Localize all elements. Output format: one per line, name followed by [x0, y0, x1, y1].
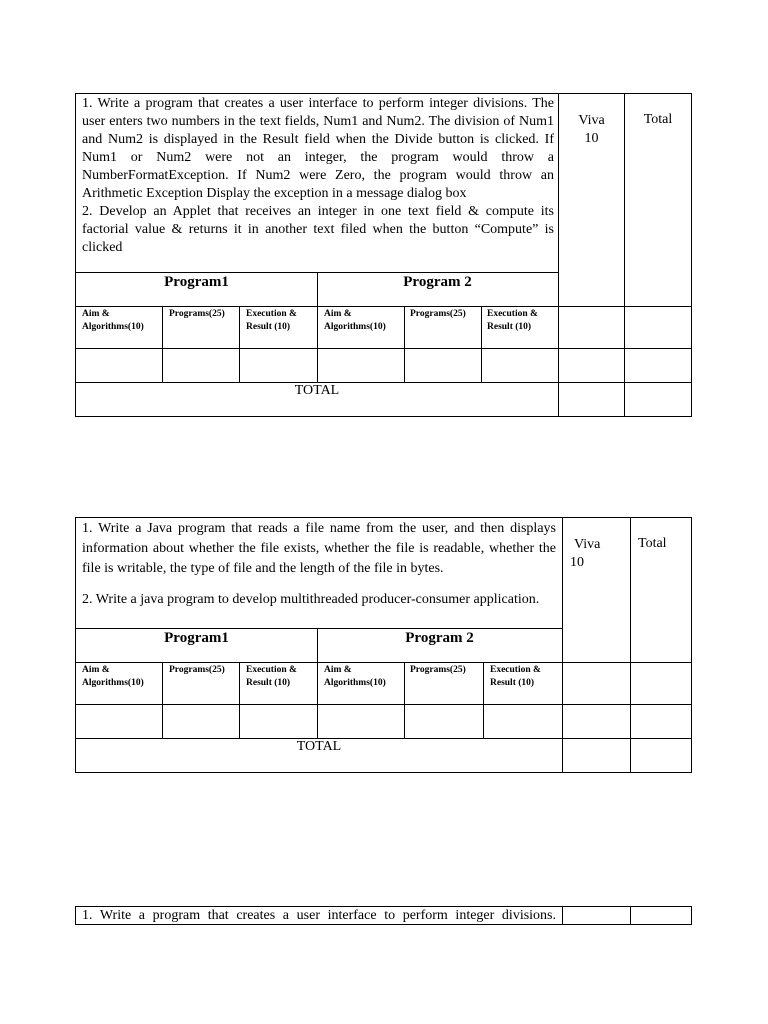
aim-algorithms-header-p2: Aim & Algorithms(10)	[324, 665, 386, 688]
aim-algorithms-header-p1: Aim & Algorithms(10)	[82, 309, 144, 332]
execution-result-header-p1: Execution & Result (10)	[246, 309, 297, 332]
divider	[404, 306, 405, 382]
viva-label: Viva	[578, 113, 605, 128]
programs-header-p2: Programs(25)	[410, 309, 466, 319]
divider	[562, 907, 563, 924]
divider	[76, 704, 691, 705]
program1-header: Program1	[164, 274, 229, 290]
divider	[76, 628, 562, 629]
programs-header-p2: Programs(25)	[410, 665, 466, 675]
total-header: Total	[643, 112, 673, 127]
assessment-table-1	[75, 93, 692, 417]
viva-header	[559, 112, 624, 148]
question-2-2: 2. Write a java program to develop multithreaded producer-consumer application.	[82, 592, 540, 607]
question-2-1: 1. Write a Java program that reads a file name from the user, and then displays information about whether the file exists, whether the file is readable, whether the file is writable, the type of file and the length of the file in bytes.	[82, 521, 556, 576]
divider	[630, 518, 631, 772]
divider	[483, 662, 484, 738]
total-row-label: TOTAL	[294, 383, 340, 398]
assessment-table-2	[75, 517, 692, 773]
question-1-2: 2. Develop an Applet that receives an integer in one text field & compute its factorial value & returns it in another text filed when the button “Compute” is clicked	[82, 204, 554, 255]
execution-result-header-p2: Execution & Result (10)	[490, 665, 541, 688]
divider	[481, 306, 482, 382]
question-1-1: 1. Write a program that creates a user interface to perform integer divisions. The user enters two numbers in the text fields, Num1 and Num2. The division of Num1 and Num2 is displayed in the Result field when the Divide button is clicked. If Num1 or Num2 were not an integer, the program would throw a NumberFormatException. If Num2 were Zero, the program would throw an Arithmetic Exception Display the exception in a message dialog box	[82, 96, 554, 201]
divider	[404, 662, 405, 738]
viva-label: Viva	[574, 537, 601, 552]
aim-algorithms-header-p1: Aim & Algorithms(10)	[82, 665, 144, 688]
program1-header: Program1	[164, 630, 229, 646]
divider	[162, 306, 163, 382]
divider	[239, 306, 240, 382]
program2-header: Program 2	[403, 274, 472, 290]
question-text-2	[82, 519, 556, 609]
programs-header-p1: Programs(25)	[169, 665, 225, 675]
viva-marks: 10	[584, 131, 599, 146]
viva-header	[570, 536, 630, 572]
question-text-1	[82, 95, 554, 257]
question-3-1: 1. Write a program that creates a user interface to perform integer divisions.	[82, 908, 556, 923]
divider	[239, 662, 240, 738]
divider	[162, 662, 163, 738]
divider	[76, 306, 691, 307]
divider	[624, 94, 625, 416]
divider	[76, 662, 691, 663]
total-header: Total	[638, 536, 667, 551]
divider	[558, 94, 559, 416]
viva-marks: 10	[570, 555, 584, 570]
divider	[562, 518, 563, 772]
program2-header: Program 2	[405, 630, 474, 646]
assessment-table-3	[75, 906, 692, 925]
divider	[76, 348, 691, 349]
programs-header-p1: Programs(25)	[169, 309, 225, 319]
total-row-label: TOTAL	[296, 739, 342, 754]
aim-algorithms-header-p2: Aim & Algorithms(10)	[324, 309, 386, 332]
execution-result-header-p2: Execution & Result (10)	[487, 309, 538, 332]
execution-result-header-p1: Execution & Result (10)	[246, 665, 297, 688]
divider	[630, 907, 631, 924]
